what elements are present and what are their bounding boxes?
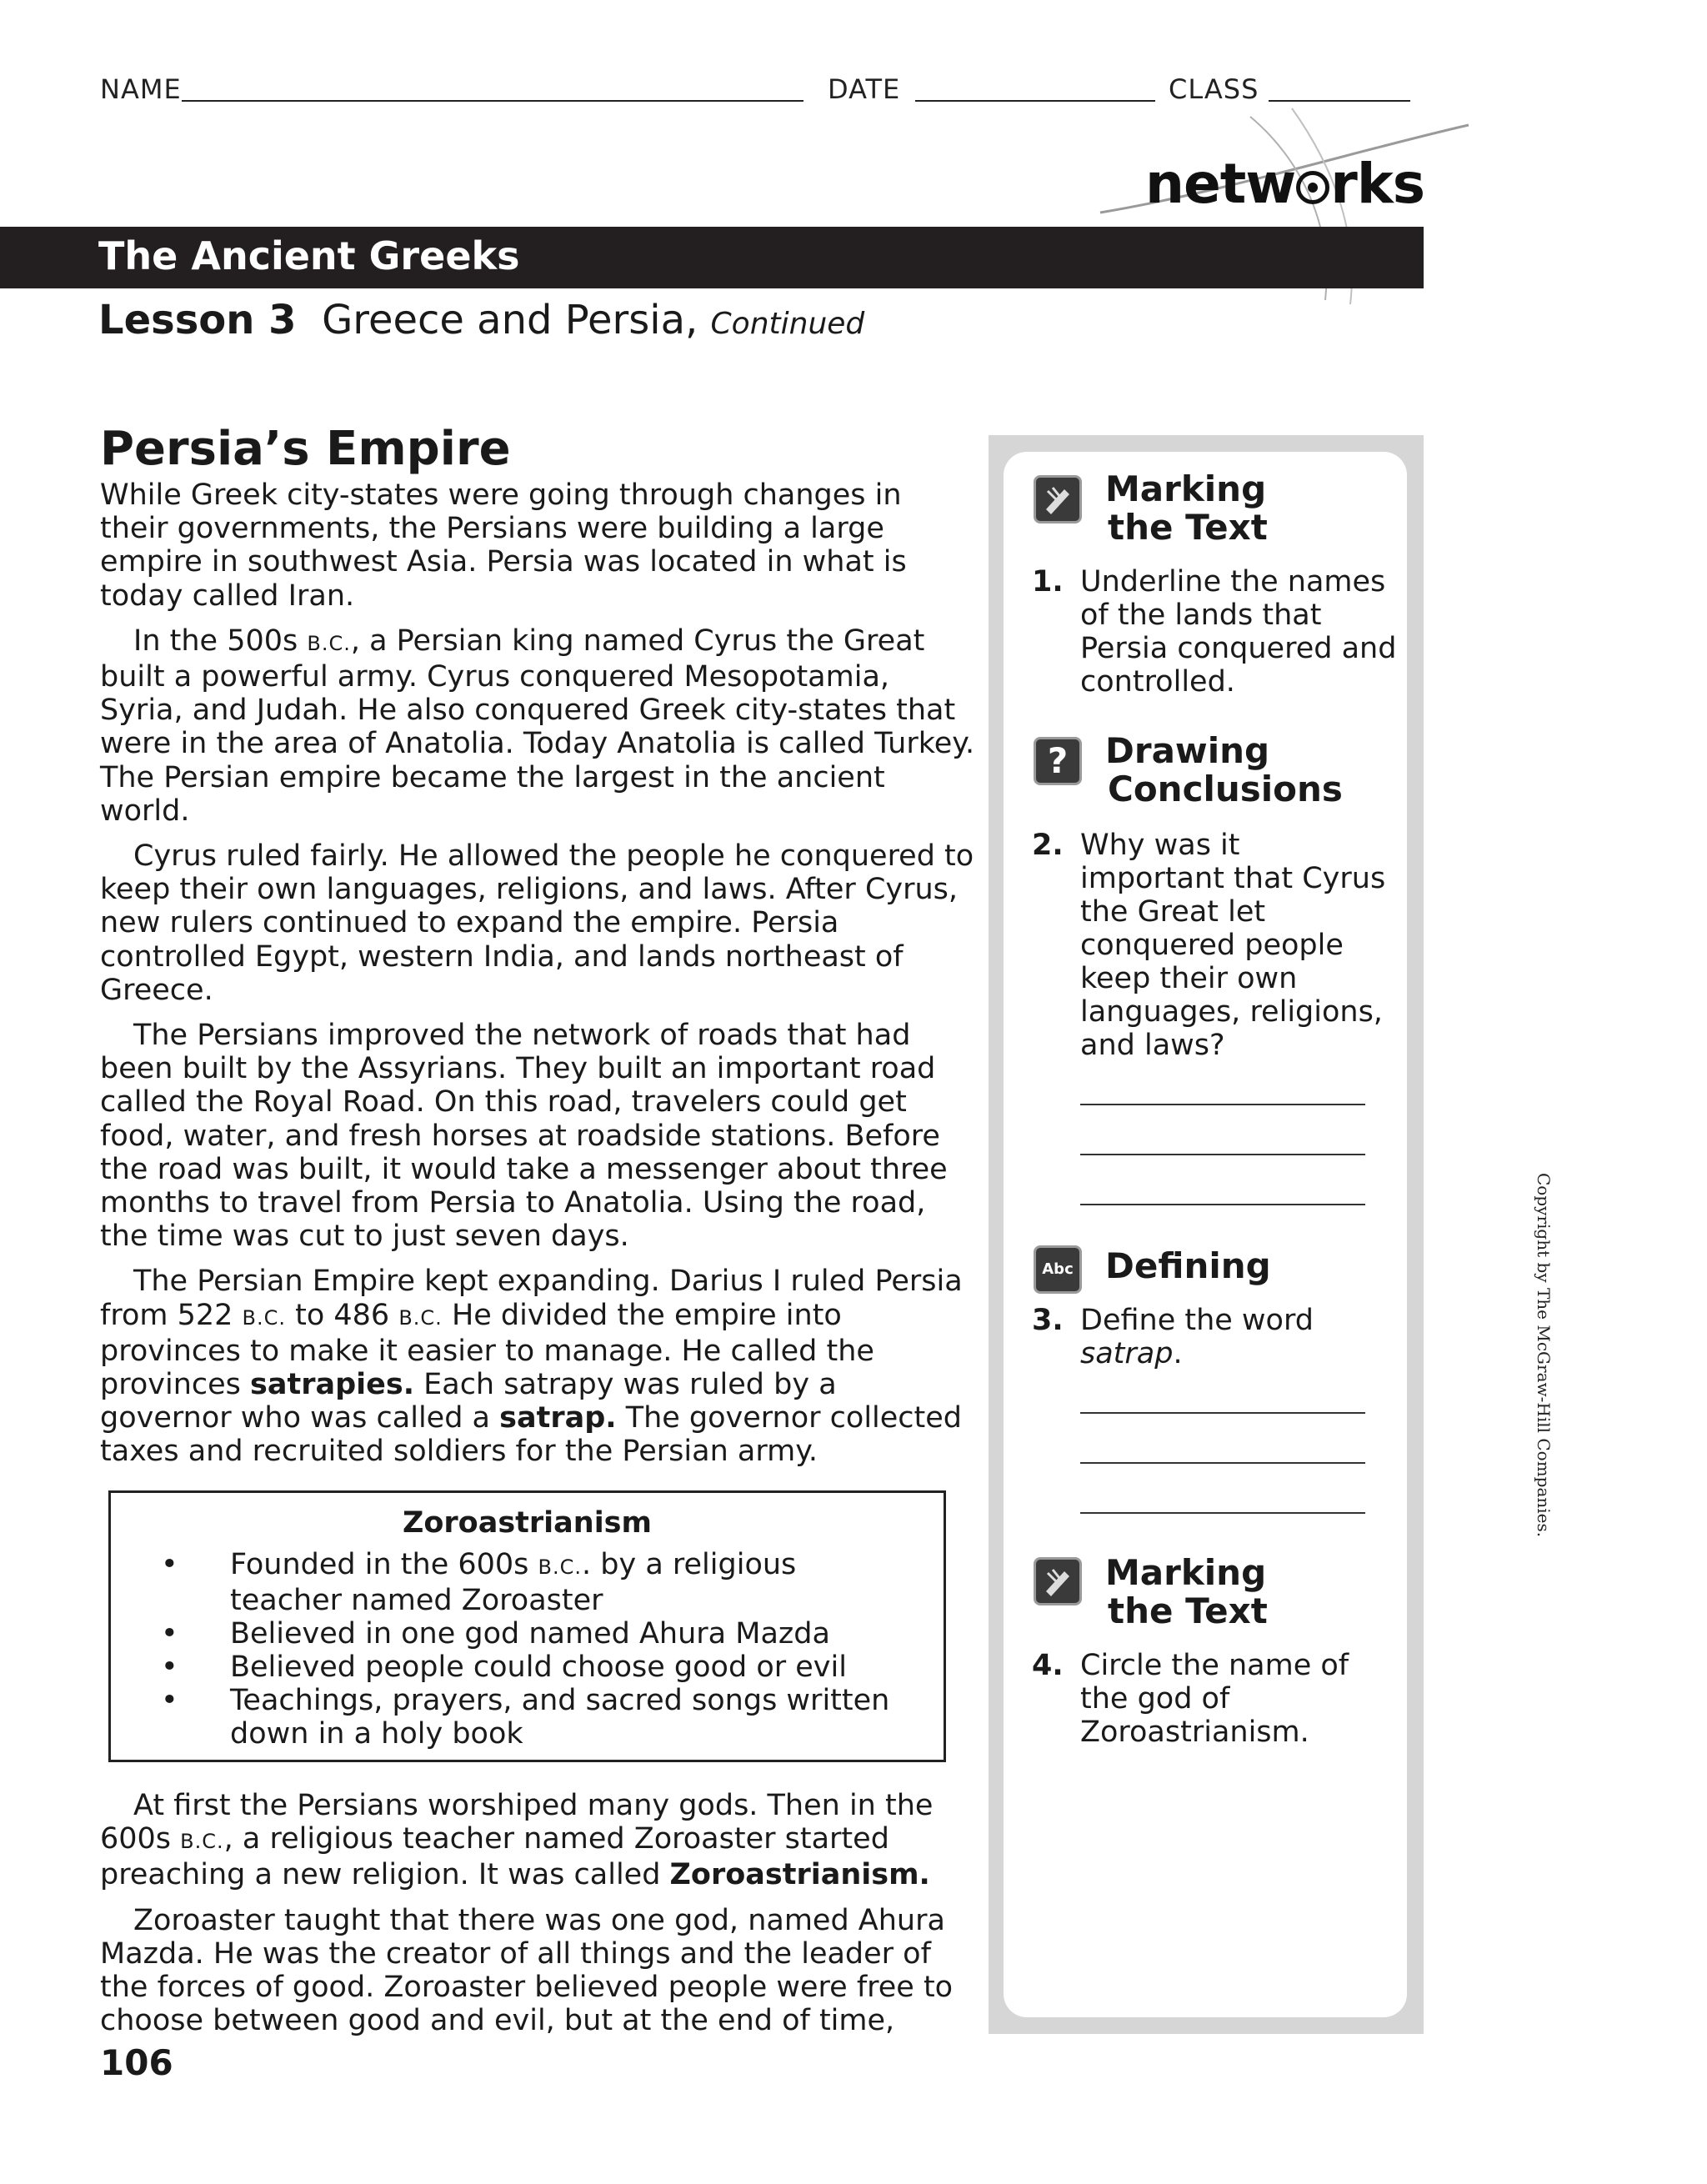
- box-list-item: • Founded in the 600s B.C.. by a religious teacher named Zoroaster: [161, 1548, 797, 1617]
- class-label: CLASS: [1169, 73, 1259, 105]
- sidebar-question-1: 1. Underline the names of the lands that Persia conquered and controlled.: [1032, 565, 1397, 699]
- answer-line[interactable]: [1080, 1412, 1365, 1414]
- term-satrap: satrap.: [499, 1401, 617, 1435]
- page-number: 106: [100, 2042, 173, 2083]
- logo-text-start: netw: [1145, 152, 1296, 216]
- networks-logo: [1145, 152, 1424, 216]
- answer-line[interactable]: [1080, 1154, 1365, 1155]
- term-satrapies: satrapies.: [250, 1368, 414, 1402]
- sidebar-heading-3: Defining: [1105, 1245, 1271, 1286]
- box-list-item: • Teachings, prayers, and sacred songs written down in a holy book: [161, 1684, 890, 1751]
- sidebar-question-2: 2. Why was it important that Cyrus the Great let conquered people keep their own languages, religions, and laws?: [1032, 829, 1386, 1062]
- name-label: NAME: [100, 73, 182, 105]
- paragraph-7: Zoroaster taught that there was one god, named Ahura Mazda. He was the creator of all things and the leader of the forces of good. Zoroaster believed people were free to choose between good and evil, but at the end of time,: [100, 1903, 954, 2038]
- sidebar-heading-1: Marking the Text: [1105, 468, 1268, 548]
- after-box-text: [100, 1789, 975, 2049]
- paragraph-6: At first the Persians worshiped many gods. Then in the 600s B.C., a religious teacher named Zoroaster started preaching a new religion. It was called Zoroastrianism.: [100, 1789, 934, 1892]
- paragraph-2: In the 500s B.C., a Persian king named Cyrus the Great built a powerful army. Cyrus conquered Mesopotamia, Syria, and Judah. He also conquered Greek city-states that were in the area of Anatolia. Today Anatolia is called Turkey. The Persian empire became the largest in the ancient world.: [100, 624, 975, 828]
- lesson-heading: [98, 297, 864, 343]
- date-label: DATE: [828, 73, 901, 105]
- paragraph-5: The Persian Empire kept expanding. Darius I ruled Persia from 522 B.C. to 486 B.C. He divided the empire into provinces to make it easier to manage. He called the provinces satrapies. Each satrapy was ruled by a governor who was called a satrap. The governor collected taxes and recruited soldiers for the Persian army.: [100, 1265, 963, 1469]
- lesson-continued: Continued: [710, 307, 865, 341]
- box-list-item: • Believed in one god named Ahura Mazda: [161, 1617, 830, 1651]
- marking-text-icon: [1034, 1557, 1082, 1605]
- paragraph-4: The Persians improved the network of roads that had been built by the Assyrians. They built an important road called the Royal Road. On this road, travelers could get food, water, and fresh horses at roadside stations. Before the road was built, it would take a messenger about three months to travel from Persia to Anatolia. Using the road, the time was cut to just seven days.: [100, 1019, 948, 1254]
- name-field-line[interactable]: [182, 100, 803, 102]
- marking-text-icon: [1034, 475, 1082, 523]
- term-satrap-italic: satrap: [1080, 1337, 1174, 1370]
- defining-abc-icon: Abc: [1034, 1245, 1082, 1294]
- sidebar-question-3: 3. Define the word satrap.: [1032, 1304, 1314, 1370]
- box-list-item: • Believed people could choose good or evil: [161, 1651, 847, 1684]
- lesson-title: Greece and Persia,: [322, 297, 698, 343]
- answer-line[interactable]: [1080, 1104, 1365, 1105]
- sidebar-heading-4: Marking the Text: [1105, 1552, 1268, 1631]
- question-mark-icon: ?: [1034, 737, 1082, 785]
- box-title: Zoroastrianism: [402, 1506, 652, 1540]
- paragraph-1: While Greek city-states were going through changes in their governments, the Persians were building a large empire in southwest Asia. Persia was located in what is today called Iran.: [100, 478, 907, 613]
- lesson-label: Lesson 3: [98, 297, 297, 343]
- sidebar-question-4: 4. Circle the name of the god of Zoroastrianism.: [1032, 1649, 1349, 1749]
- copyright-notice: Copyright by The McGraw-Hill Companies.: [1534, 1173, 1554, 1538]
- main-body-text: [100, 478, 975, 1480]
- logo-text-end: rks: [1330, 152, 1425, 216]
- paragraph-3: Cyrus ruled fairly. He allowed the people he conquered to keep their own languages, religions, and laws. After Cyrus, new rulers continued to expand the empire. Persia controlled Egypt, western India, and lands northeast of Greece.: [100, 839, 974, 1007]
- answer-line[interactable]: [1080, 1512, 1365, 1514]
- chapter-title: The Ancient Greeks: [98, 233, 520, 278]
- section-heading: Persia’s Empire: [100, 422, 511, 476]
- term-zoroastrianism: Zoroastrianism.: [669, 1858, 930, 1892]
- sidebar-heading-2: Drawing Conclusions: [1105, 730, 1343, 809]
- zoroastrianism-box: [108, 1490, 946, 1762]
- answer-line[interactable]: [1080, 1204, 1365, 1205]
- chapter-banner: [0, 227, 1424, 288]
- logo-o-mark-icon: [1296, 171, 1329, 204]
- answer-line[interactable]: [1080, 1462, 1365, 1464]
